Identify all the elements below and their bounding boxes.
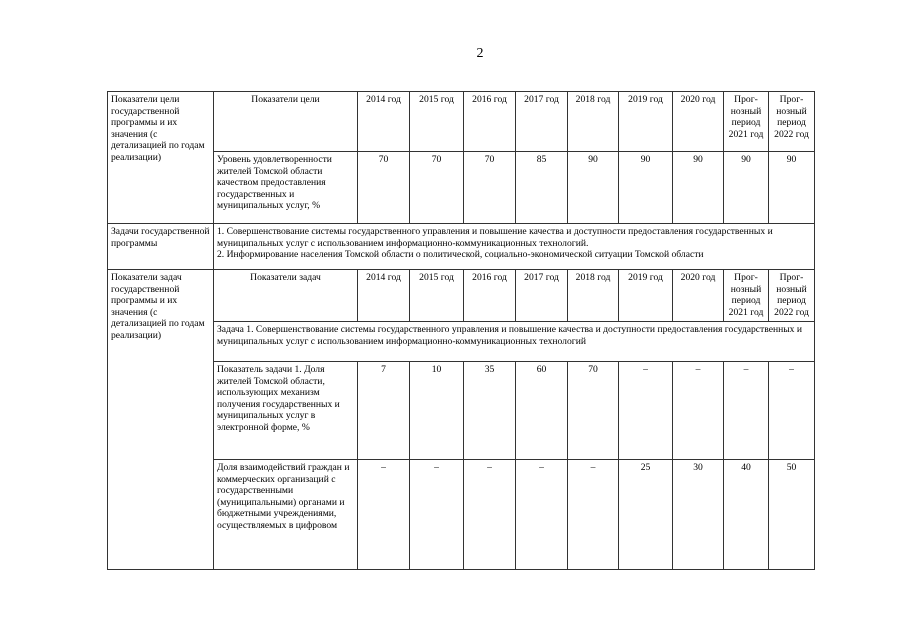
page-number: 2 <box>476 46 484 61</box>
indicator-value: 70 <box>358 152 410 224</box>
goal-section-label: Показатели цели государственной программы и их значения (с детализацией по годам реализации) <box>108 92 214 224</box>
table-row <box>108 460 815 570</box>
year-header: 2017 год <box>516 92 568 152</box>
indicator-value: – <box>724 362 769 460</box>
task-indicators-header: Показатели задач <box>214 270 358 322</box>
indicator-value: 50 <box>769 460 815 570</box>
year-header: 2015 год <box>410 92 464 152</box>
task-indicators-header-row <box>108 270 815 322</box>
indicator-value: – <box>410 460 464 570</box>
indicator-value: – <box>464 460 516 570</box>
indicator-value: 90 <box>568 152 619 224</box>
tasks-section-label: Задачи государственной программы <box>108 224 214 270</box>
indicator-value: – <box>769 362 815 460</box>
task1-title: Задача 1. Совершенствование системы государственного управления и повышение качества и доступности предоставления государственных и муниципальных услуг с использованием информационно-коммуникационных технологий <box>214 322 815 362</box>
indicator-name: Доля взаимодействий граждан и коммерческих организаций с государственными (муниципальными) органами и бюджетными учреждениями, осуществляемых в цифровом <box>214 460 358 570</box>
goal-header-row <box>108 92 815 152</box>
year-header: 2020 год <box>673 92 724 152</box>
task1-title-row <box>108 322 815 362</box>
indicator-name: Уровень удовлетворенности жителей Томской области качеством предоставления государственных и муниципальных услуг, % <box>214 152 358 224</box>
indicator-value: 70 <box>410 152 464 224</box>
table-row <box>108 362 815 460</box>
task-item: 2. Информирование населения Томской области о политической, социально-экономической ситуации Томской области <box>217 249 704 260</box>
indicator-value: 90 <box>724 152 769 224</box>
indicator-value: 85 <box>516 152 568 224</box>
year-header: 2014 год <box>358 92 410 152</box>
indicator-value: – <box>516 460 568 570</box>
indicator-value: – <box>568 460 619 570</box>
indicator-value: 70 <box>464 152 516 224</box>
indicator-value: 35 <box>464 362 516 460</box>
tasks-row <box>108 224 815 270</box>
year-header: 2015 год <box>410 270 464 322</box>
indicator-value: – <box>673 362 724 460</box>
task-item: 1. Совершенствование системы государственного управления и повышение качества и доступности предоставления государственных и муниципальных услуг с использованием информационно-коммуникационных технологий. <box>217 226 773 249</box>
indicator-value: 7 <box>358 362 410 460</box>
indicator-value: – <box>358 460 410 570</box>
forecast-year-header: Прог-нозный период 2022 год <box>769 270 815 322</box>
indicator-value: 60 <box>516 362 568 460</box>
indicator-value: 70 <box>568 362 619 460</box>
year-header: 2019 год <box>619 92 673 152</box>
year-header: 2016 год <box>464 92 516 152</box>
task-indicators-section-label: Показатели задач государственной программы и их значения (с детализацией по годам реализации) <box>108 270 214 570</box>
tasks-list <box>214 224 815 270</box>
goal-indicators-header: Показатели цели <box>214 92 358 152</box>
forecast-year-header: Прог-нозный период 2021 год <box>724 92 769 152</box>
indicator-value: – <box>619 362 673 460</box>
forecast-year-header: Прог-нозный период 2021 год <box>724 270 769 322</box>
year-header: 2020 год <box>673 270 724 322</box>
program-indicators-table <box>107 91 815 570</box>
year-header: 2017 год <box>516 270 568 322</box>
table-row <box>108 152 815 224</box>
indicator-value: 25 <box>619 460 673 570</box>
indicator-value: 40 <box>724 460 769 570</box>
forecast-year-header: Прог-нозный период 2022 год <box>769 92 815 152</box>
year-header: 2014 год <box>358 270 410 322</box>
indicator-value: 10 <box>410 362 464 460</box>
indicator-value: 90 <box>619 152 673 224</box>
year-header: 2018 год <box>568 270 619 322</box>
year-header: 2019 год <box>619 270 673 322</box>
year-header: 2016 год <box>464 270 516 322</box>
indicator-value: 90 <box>673 152 724 224</box>
year-header: 2018 год <box>568 92 619 152</box>
indicator-value: 90 <box>769 152 815 224</box>
indicator-name: Показатель задачи 1. Доля жителей Томской области, использующих механизм получения государственных и муниципальных услуг в электронной форме, % <box>214 362 358 460</box>
indicator-value: 30 <box>673 460 724 570</box>
